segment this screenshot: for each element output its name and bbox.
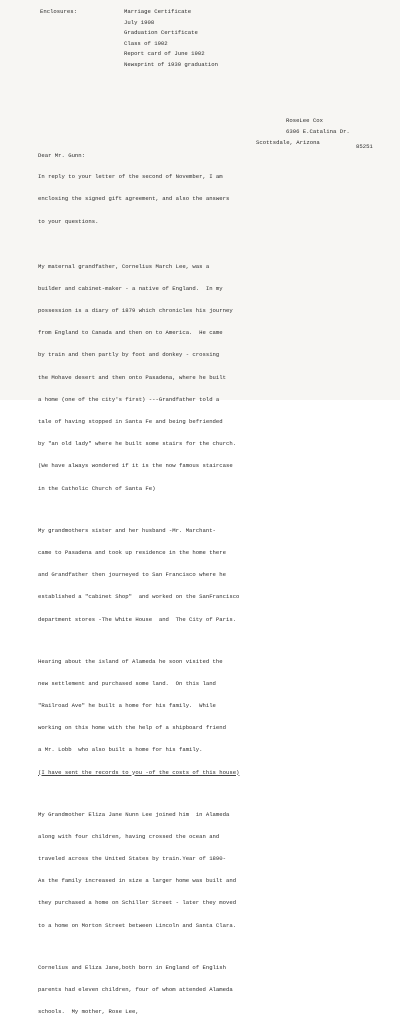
text-line: by "an old lady" where he built some stairs for the church.: [38, 440, 237, 448]
paragraph-grandmother: [38, 796, 384, 944]
text-line: (I have sent the records to you -of the costs of this house): [38, 768, 240, 776]
paragraph-grandmother-sister: [38, 512, 384, 638]
enclosure-item: Marriage Certificate: [124, 8, 192, 15]
text-line: department stores -The White House and The City of Paris.: [38, 615, 237, 623]
paragraph-reply: [38, 158, 384, 239]
text-line: As the family increased in size a larger home was built and: [38, 877, 237, 885]
text-line: schools. My mother, Rose Lee,: [38, 1007, 139, 1015]
text-line: My maternal grandfather, Cornelius March Lee, was a: [38, 262, 210, 270]
sender-city: Scottsdale, Arizona: [256, 139, 320, 146]
sender-name: RoseLee Cox: [286, 117, 323, 124]
text-line: in the Catholic Church of Santa Fe): [38, 484, 156, 492]
letter-body: [38, 152, 384, 1035]
text-line: parents had eleven children, four of whom attended Alameda: [38, 985, 233, 993]
text-line: the Mohave desert and then onto Pasadena, where he built: [38, 373, 226, 381]
salutation: Dear Mr. Gunn:: [38, 152, 85, 159]
enclosure-item: Graduation Certificate: [124, 29, 198, 37]
sender-street: 6306 E.Catalina Dr.: [286, 128, 350, 135]
text-line: established a "cabinet Shop" and worked on the SanFrancisco: [38, 593, 240, 601]
text-line: "Railroad Ave" he built a home for his family. While: [38, 701, 216, 709]
text-line: traveled across the United States by train.Year of 1890-: [38, 854, 226, 862]
text-line: In reply to your letter of the second of November, I am: [38, 173, 223, 181]
enclosure-item: July 1908: [124, 18, 155, 26]
text-line: working on this home with the help of a shipboard friend: [38, 724, 226, 732]
sender-zip: 85251: [356, 143, 373, 150]
text-line: a Mr. Lobb who also built a home for his family.: [38, 746, 203, 754]
text-line: from England to Canada and then on to America. He came: [38, 329, 223, 337]
enclosures-list: [124, 8, 218, 72]
text-line: new settlement and purchased some land. On this land: [38, 679, 216, 687]
paragraph-alameda: [38, 643, 384, 791]
text-line: Cornelius and Eliza Jane,both born in England of English: [38, 963, 226, 971]
paragraph-children: [38, 949, 384, 1030]
text-line: to your questions.: [38, 217, 99, 225]
paragraph-grandfather: [38, 248, 384, 507]
text-line: they purchased a home on Schiller Street - later they moved: [38, 899, 237, 907]
enclosures-label: Enclosures:: [40, 8, 77, 15]
text-line: came to Pasadena and took up residence in the home there: [38, 548, 226, 556]
text-line: My Grandmother Eliza Jane Nunn Lee joined him in Alameda: [38, 810, 230, 818]
text-line: builder and cabinet-maker - a native of England. In my: [38, 284, 223, 292]
text-line: tale of having stopped in Santa Fe and being befriended: [38, 418, 223, 426]
text-line: (We have always wondered if it is the now famous staircase: [38, 462, 233, 470]
text-line: along with four children, having crossed the ocean and: [38, 832, 220, 840]
enclosure-item: Class of 1902: [124, 39, 168, 47]
text-line: enclosing the signed gift agreement, and also the answers: [38, 195, 230, 203]
text-line: possession is a diary of 1879 which chronicles his journey: [38, 307, 233, 315]
enclosure-item: Report card of June 1902: [124, 50, 205, 58]
text-line: My grandmothers sister and her husband -Mr. Marchant-: [38, 526, 216, 534]
text-line: by train and then partly by foot and donkey - crossing: [38, 351, 220, 359]
sender-address: [256, 117, 373, 150]
text-line: to a home on Morton Street between Lincoln and Santa Clara.: [38, 921, 237, 929]
enclosure-item: Newsprint of 1930 graduation: [124, 60, 218, 68]
text-line: Hearing about the island of Alameda he soon visited the: [38, 657, 223, 665]
text-line: and Grandfather then journeyed to San Francisco where he: [38, 571, 226, 579]
text-line: a home (one of the city's first) ---Grandfather told a: [38, 395, 220, 403]
